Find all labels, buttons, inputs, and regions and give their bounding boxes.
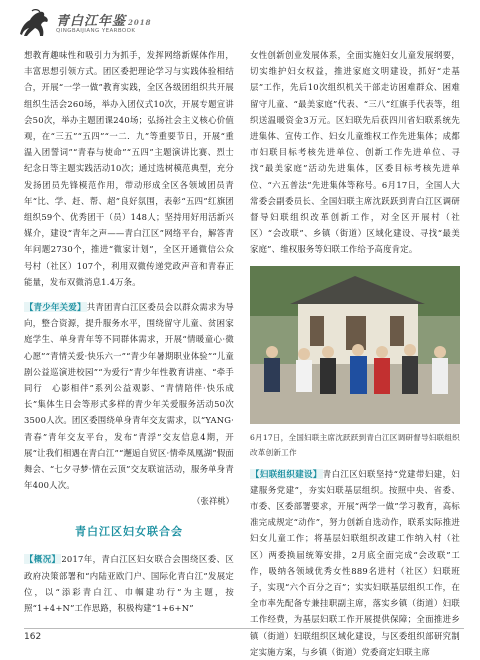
- org-building-tag: 【妇联组织建设】: [251, 468, 322, 479]
- youth-care-tag: 【青少年关爱】: [25, 302, 86, 313]
- org-building-text: 青白江区妇联坚持“党建带妇建，妇建服务党建”，夯实妇联基层组织。按照中央、省委、市委、区委部署要求，开展“两学一做”学习教育，高标准完成规定“动作”，努力创新自选动作，联系实际推进妇女儿童工作；将基层妇联组织改建工作纳入村（社区）两委换届统筹安排，2月底全面完成“会改联”工作，吸纳各领域优秀女性889名进村（社区）妇联班子，实现“六个百分之百”；实实妇联基层组织工作，在全市率先配备专兼挂职副主席，落实乡镇（街道）妇联工作经费，为基层妇联工作开展提供保障；全面推进乡镇（街道）妇联组织区域化建设，与区委组织部研究制定实施方案，与乡镇（街道）党委商定妇联主席: [250, 468, 460, 657]
- section-title: 青白江区妇女联合会: [75, 525, 183, 539]
- footer-divider: [24, 628, 464, 629]
- page-number: 162: [24, 632, 42, 642]
- left-paragraph-overview: [24, 551, 234, 616]
- horse-logo-icon: [16, 8, 54, 40]
- brand-year: 2018: [128, 18, 152, 27]
- meeting-photo: [250, 266, 460, 424]
- right-column: [250, 47, 460, 660]
- overview-tag: 【概况】: [25, 554, 61, 565]
- youth-care-text: 共青团青白江区委员会以群众需求为导向，整合资源，提升服务水平，围绕留守儿童、贫困家庭学生、单身青年等不同群体需求，开展“情暖童心·微心愿”“青情关爱·快乐六一”“青少年暑期职业体验”“儿童剧公益巡演进校园”“为爱行”青少年性教育讲座、“牵手同行 心影相伴”系列公益观影、“青情陪伴·快乐成长”集体生日会等形式多样的青少年关爱服务活动50次3500人次。团区委围绕单身青年交友需求，以“YANG·青春”青年交友平台，发布“青浮”交友信息4期，开展“让我们相遇在青白江”“邂逅自贸区·情牵凤凰湖”假面舞会、“七夕寻梦·情在云顶”交友联谊活动，服务单身青年400人次。: [24, 302, 234, 491]
- brand-title: 青白江年鉴 2018: [56, 14, 152, 29]
- overview-text: 2017年，青白江区妇女联合会围绕区委、区政府决策部署和“内陆亚欧门户、国际化青白江”发展定位，以“添彩青白江、巾帼建功行”为主题，按照“1+4+N”工作思路，积极构建“1+6+N”: [24, 554, 234, 614]
- left-paragraph-youth-care: [24, 299, 234, 493]
- left-column: [24, 47, 234, 616]
- yearbook-header: [16, 8, 216, 42]
- left-paragraph-1: 想教育趣味性和吸引力为抓手，发挥网络新媒体作用，丰富思想引领方式。团区委把理论学习与实践体验相结合，开展“一学一做”教育实践，全区各级团组织共开展组织生活会260场，举办入团仪式10次，开展专题宣讲会50次，举办主题团课240场；弘扬社会主义核心价值观，在“三五”“五四”“一二．九”等重要节日，开展“重温入团誓词”“青春与使命”“五四”主题演讲比赛、烈士纪念日等主题实践活动10次；通过选树模范典型，充分发扬团员先锋模范作用，带动形成全区各领域团员青年“比、学、赶、帮、超”良好氛围，表彰“五四”红旗团组织59个、优秀团干（员）148人；坚持用好用活新兴媒介，建设“青年之声——青白江区”网络平台，解答青年问题2730个，推进“微家计划”，全区开通微信公众号村（社区）107个，利用双微传递党政声音和青春正能量，发布双微消息1.4万条。: [24, 50, 234, 287]
- right-paragraph-org: [250, 466, 460, 660]
- right-paragraph-1: 女性创新创业发展体系，全面实施妇女儿童发展纲要，切实维护妇女权益，推进家庭文明建设，抓好“走基层”工作，先后10次组织机关干部走访困难群众、困难留守儿童、“最美家庭”代表、“三八”红旗手代表等，组织送温暖资金3万元。区妇联先后获四川省妇联系统先进集体、宣传工作、妇女儿童维权工作先进集体；成都市妇联目标考核先进单位、创新工作先进单位、寻找“最美家庭”活动先进集体，区委目标考核先进单位、“六五普法”先进集体等称号。6月17日，全国人大常委会副委员长、全国妇联主席沈跃跃到青白江区调研督导妇联组织改革创新工作，对全区开展村（社区）“会改联”、乡镇（街道）区域化建设、寻找“最美家庭”、维权服务等妇联工作给予高度肯定。: [250, 50, 460, 255]
- brand-english: QINGBAIJIANG YEARBOOK: [56, 28, 136, 34]
- meeting-photo-image: [250, 266, 460, 424]
- author-signature: （张祥桃）: [192, 496, 234, 507]
- photo-caption: 6月17日，全国妇联主席沈跃跃到青白江区调研督导妇联组织改革创新工作: [250, 432, 460, 457]
